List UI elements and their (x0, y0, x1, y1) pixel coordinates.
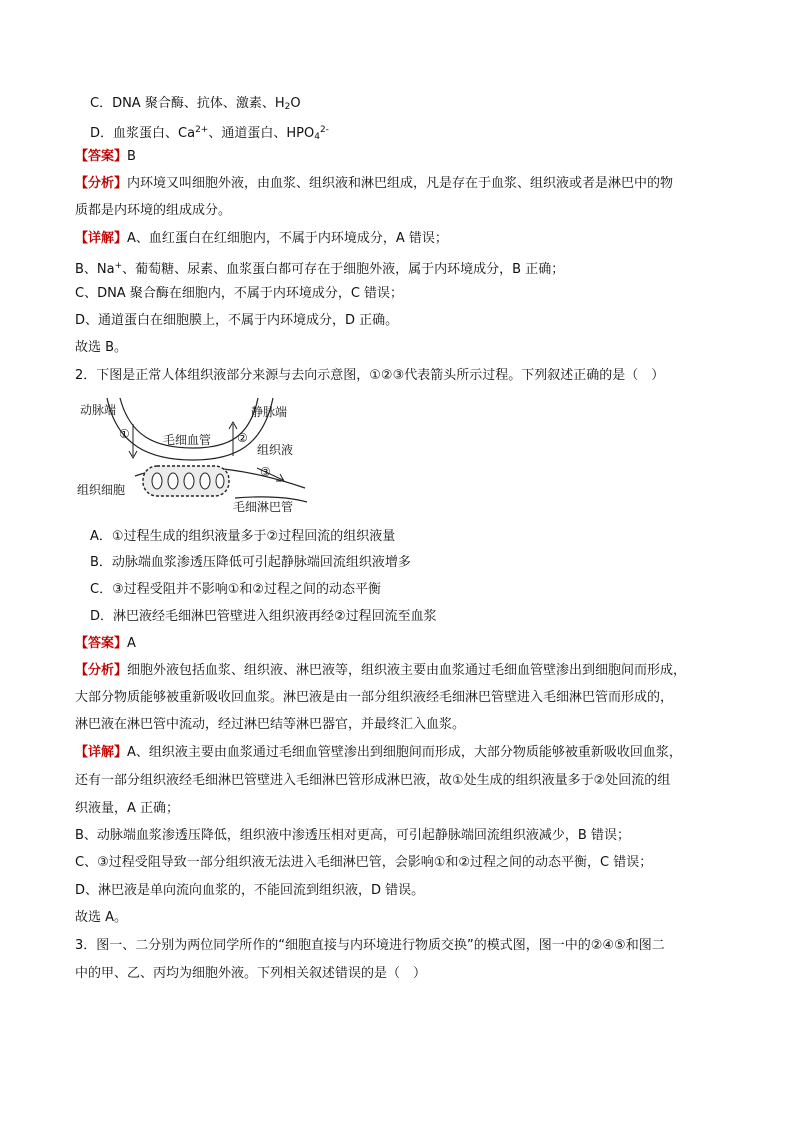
cell-nucleus (216, 474, 224, 488)
q1-analysis-line2: 质都是内环境的组成成分。 (75, 203, 232, 218)
q1-conclusion: 故选 B。 (75, 340, 128, 355)
q1-detail-a: 【详解】A、血红蛋白在红细胞内，不属于内环境成分，A 错误； (75, 231, 448, 246)
q1-analysis-line1: 【分析】内环境又叫细胞外液，由血浆、组织液和淋巴组成，凡是存在于血浆、组织液或者是淋巴中的物 (75, 176, 674, 191)
q2-detail-a1: 【详解】A、组织液主要由血浆通过毛细血管壁渗出到细胞间而形成，大部分物质能够被重新吸收回血浆， (75, 745, 682, 760)
q3-stem-line2: 中的甲、乙、丙均为细胞外液。下列相关叙述错误的是（ ） (75, 966, 427, 981)
q2-stem: 2．下图是正常人体组织液部分来源与去向示意图，①②③代表箭头所示过程。下列叙述正确的是（ ） (75, 368, 665, 383)
q1-detail-b: B、Na+、葡萄糖、尿素、血浆蛋白都可存在于细胞外液，属于内环境成分，B 正确； (75, 261, 565, 277)
q2-answer: 【答案】A (75, 636, 136, 651)
q1-option-d: D．血浆蛋白、$Ca^{2+}$、通道蛋白、$HPO_4^{2-}$ (90, 125, 329, 142)
q2-detail-a3: 织液量，A 正确； (75, 801, 180, 816)
tissue-fluid-label: 组织液 (257, 443, 294, 457)
q2-analysis-line3: 淋巴液在淋巴管中流动，经过淋巴结等淋巴器官，并最终汇入血浆。 (75, 717, 466, 732)
q2-option-d: D．淋巴液经毛细淋巴管壁进入组织液再经②过程回流至血浆 (90, 609, 437, 624)
tissue-cells (143, 466, 229, 496)
q2-option-c: C．③过程受阻并不影响①和②过程之间的动态平衡 (90, 582, 382, 597)
q1-answer: 【答案】B (75, 149, 136, 164)
process-1-label: ① (119, 427, 130, 441)
q2-analysis-line2: 大部分物质能够被重新吸收回血浆。淋巴液是由一部分组织液经毛细淋巴管壁进入毛细淋巴管而形成的， (75, 690, 674, 705)
cell-nucleus (200, 473, 210, 489)
q2-detail-c: C、③过程受阻导致一部分组织液无法进入毛细淋巴管，会影响①和②过程之间的动态平衡，C 错误； (75, 855, 653, 870)
process-2-label: ② (237, 431, 248, 445)
artery-end-label: 动脉端 (80, 403, 117, 417)
q2-detail-b: B、动脉端血浆渗透压降低，组织液中渗透压相对更高，可引起静脉端回流组织液减少，B 错误； (75, 828, 630, 843)
q2-conclusion: 故选 A。 (75, 910, 128, 925)
q1-option-c: C．DNA 聚合酶、抗体、激素、$H_2O$ (90, 96, 301, 112)
process-3-label: ③ (260, 465, 271, 479)
capillary-inner-wall (107, 398, 273, 460)
cell-nucleus (168, 473, 178, 489)
cell-nucleus (152, 473, 162, 489)
q2-detail-a2: 还有一部分组织液经毛细淋巴管壁进入毛细淋巴管形成淋巴液，故①处生成的组织液量多于②处回流的组 (75, 773, 671, 788)
q2-option-b: B．动脉端血浆渗透压降低可引起静脉端回流组织液增多 (90, 555, 411, 570)
tissue-cell-label: 组织细胞 (77, 483, 126, 497)
capillary-label: 毛细血管 (163, 433, 212, 447)
lymph-capillary-label: 毛细淋巴管 (233, 500, 294, 514)
q1-detail-c: C、DNA 聚合酶在细胞内，不属于内环境成分，C 错误； (75, 286, 404, 301)
q3-stem-line1: 3．图一、二分别为两位同学所作的“细胞直接与内环境进行物质交换”的模式图，图一中的②④⑤和图二 (75, 938, 665, 953)
q2-option-a: A．①过程生成的组织液量多于②过程回流的组织液量 (90, 529, 396, 544)
q1-detail-d: D、通道蛋白在细胞膜上，不属于内环境成分，D 正确。 (75, 313, 399, 328)
q2-detail-d: D、淋巴液是单向流向血浆的，不能回流到组织液，D 错误。 (75, 883, 425, 898)
tissue-fluid-diagram (75, 396, 315, 514)
vein-end-label: 静脉端 (251, 405, 288, 419)
q2-analysis-line1: 【分析】细胞外液包括血浆、组织液、淋巴液等，组织液主要由血浆通过毛细血管壁渗出到细胞间而形成， (75, 663, 687, 678)
cell-nucleus (184, 473, 194, 489)
